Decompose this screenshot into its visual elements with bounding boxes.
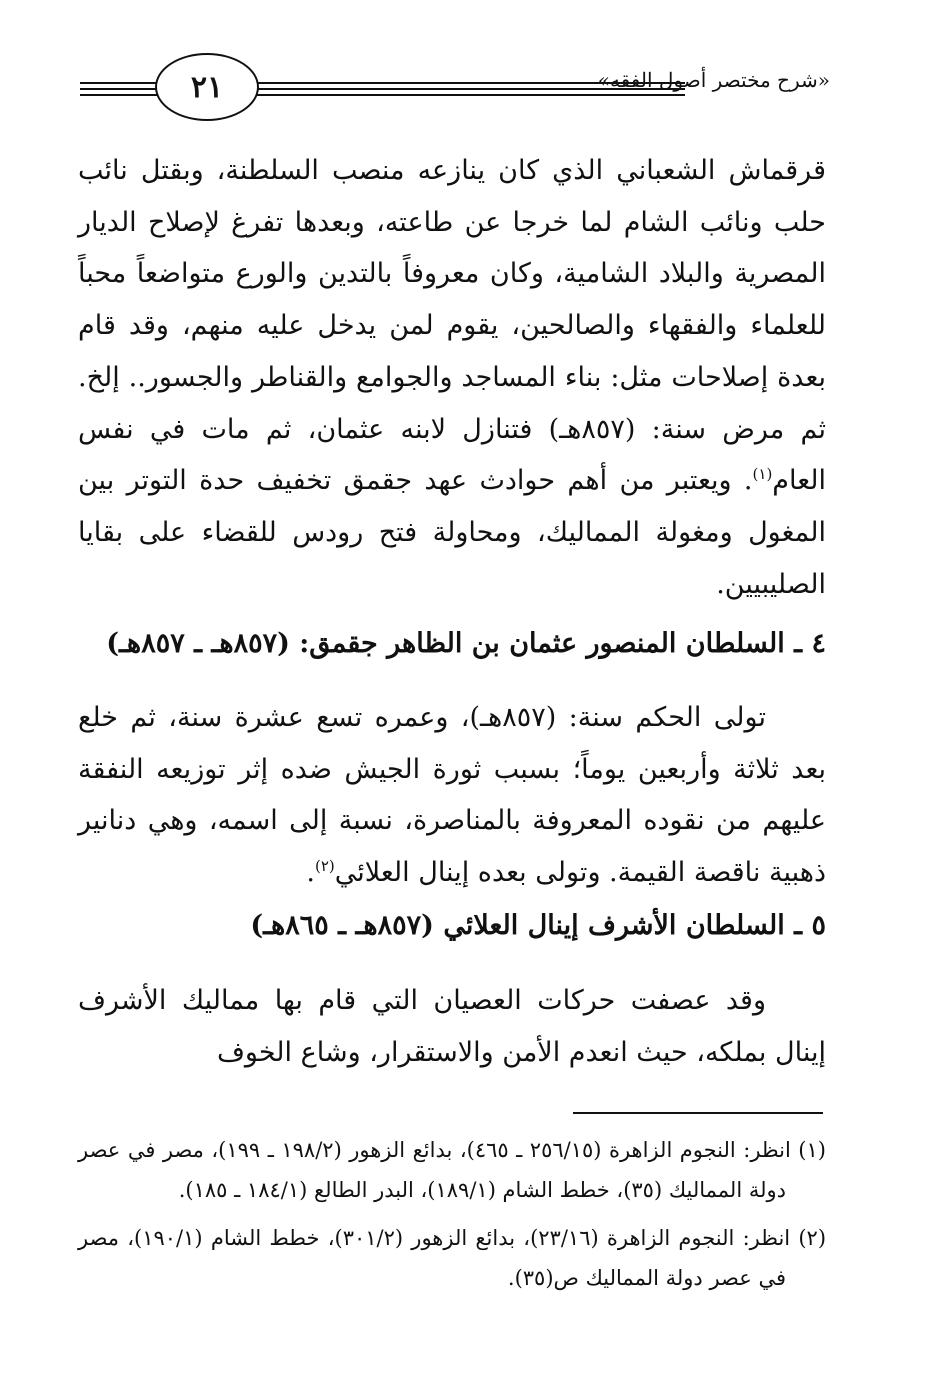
paragraph: وقد عصفت حركات العصيان التي قام بها مماليك الأشرف إينال بملكه، حيث انعدم الأمن والاستقرار، وشاع الخوف [78, 985, 826, 1068]
footnote-marker: (١) [752, 465, 773, 484]
header-rule [250, 94, 685, 96]
footnote-marker: (٢) [314, 857, 335, 876]
running-title: «شرح مختصر أصول الفقه» [597, 68, 830, 92]
footnotes [78, 1130, 826, 1306]
body-text-section-1 [78, 145, 826, 610]
page-header [70, 48, 830, 118]
header-rule [250, 88, 685, 90]
footnote: (٢) انظر: النجوم الزاهرة (٢٣/١٦)، بدائع الزهور (٣٠١/٢)، خطط الشام (١٩٠/١)، مصر في عصر دولة المماليك ص(٣٥). [78, 1226, 827, 1290]
paragraph-text: . [306, 857, 315, 889]
footnote-separator [573, 1112, 823, 1114]
footnote: (١) انظر: النجوم الزاهرة (٢٥٦/١٥ ـ ٤٦٥)، بدائع الزهور (١٩٨/٢ ـ ١٩٩)، مصر في عصر دولة المماليك (٣٥)، خطط الشام (١٨٩/١)، البدر الطالع (١٨٤/١ ـ ١٨٥). [78, 1138, 826, 1202]
paragraph-text: تولى الحكم سنة: (٨٥٧هـ)، وعمره تسع عشرة سنة، ثم خلع بعد ثلاثة وأربعين يوماً؛ بسبب ثورة الجيش ضده إثر توزيعه النفقة عليهم من نقوده المعروفة بالمناصرة، نسبة إلى اسمه، وهي دنانير ذهبية ناقصة القيمة. وتولى بعده إينال العلائي [78, 702, 826, 889]
body-text-section-3 [78, 975, 826, 1078]
header-rule [80, 94, 160, 96]
body-text-section-2 [78, 692, 826, 899]
header-rule [250, 82, 685, 84]
header-rule [80, 82, 160, 84]
section-heading: ٤ ـ السلطان المنصور عثمان بن الظاهر جقمق: (٨٥٧هـ ـ ٨٥٧هـ) [106, 628, 826, 659]
paragraph-text: قرقماش الشعباني الذي كان ينازعه منصب السلطنة، وبقتل نائب حلب ونائب الشام لما خرجا عن طاعته، وبعدها تفرغ لإصلاح الديار المصرية والبلاد الشامية، وكان معروفاً بالتدين والورع متواضعاً محباً للعلماء والفقهاء والصالحين، يقوم لمن يدخل عليه منهم، وقد قام بعدة إصلاحات مثل: بناء المساجد والجوامع والقناطر والجسور.. إلخ. ثم مرض سنة: (٨٥٧هـ) فتنازل لابنه عثمان، ثم مات في نفس العام [78, 155, 826, 497]
page-number: ٢١ [155, 53, 259, 121]
section-heading: ٥ ـ السلطان الأشرف إينال العلائي (٨٥٧هـ ـ ٨٦٥هـ) [250, 910, 826, 941]
header-rule [80, 88, 160, 90]
paragraph-text: . ويعتبر من أهم حوادث عهد جقمق تخفيف حدة التوتر بين المغول ومغولة المماليك، ومحاولة فتح رودس للقضاء على بقايا الصليبيين. [78, 465, 826, 600]
paragraph [78, 145, 826, 610]
paragraph [78, 692, 826, 899]
